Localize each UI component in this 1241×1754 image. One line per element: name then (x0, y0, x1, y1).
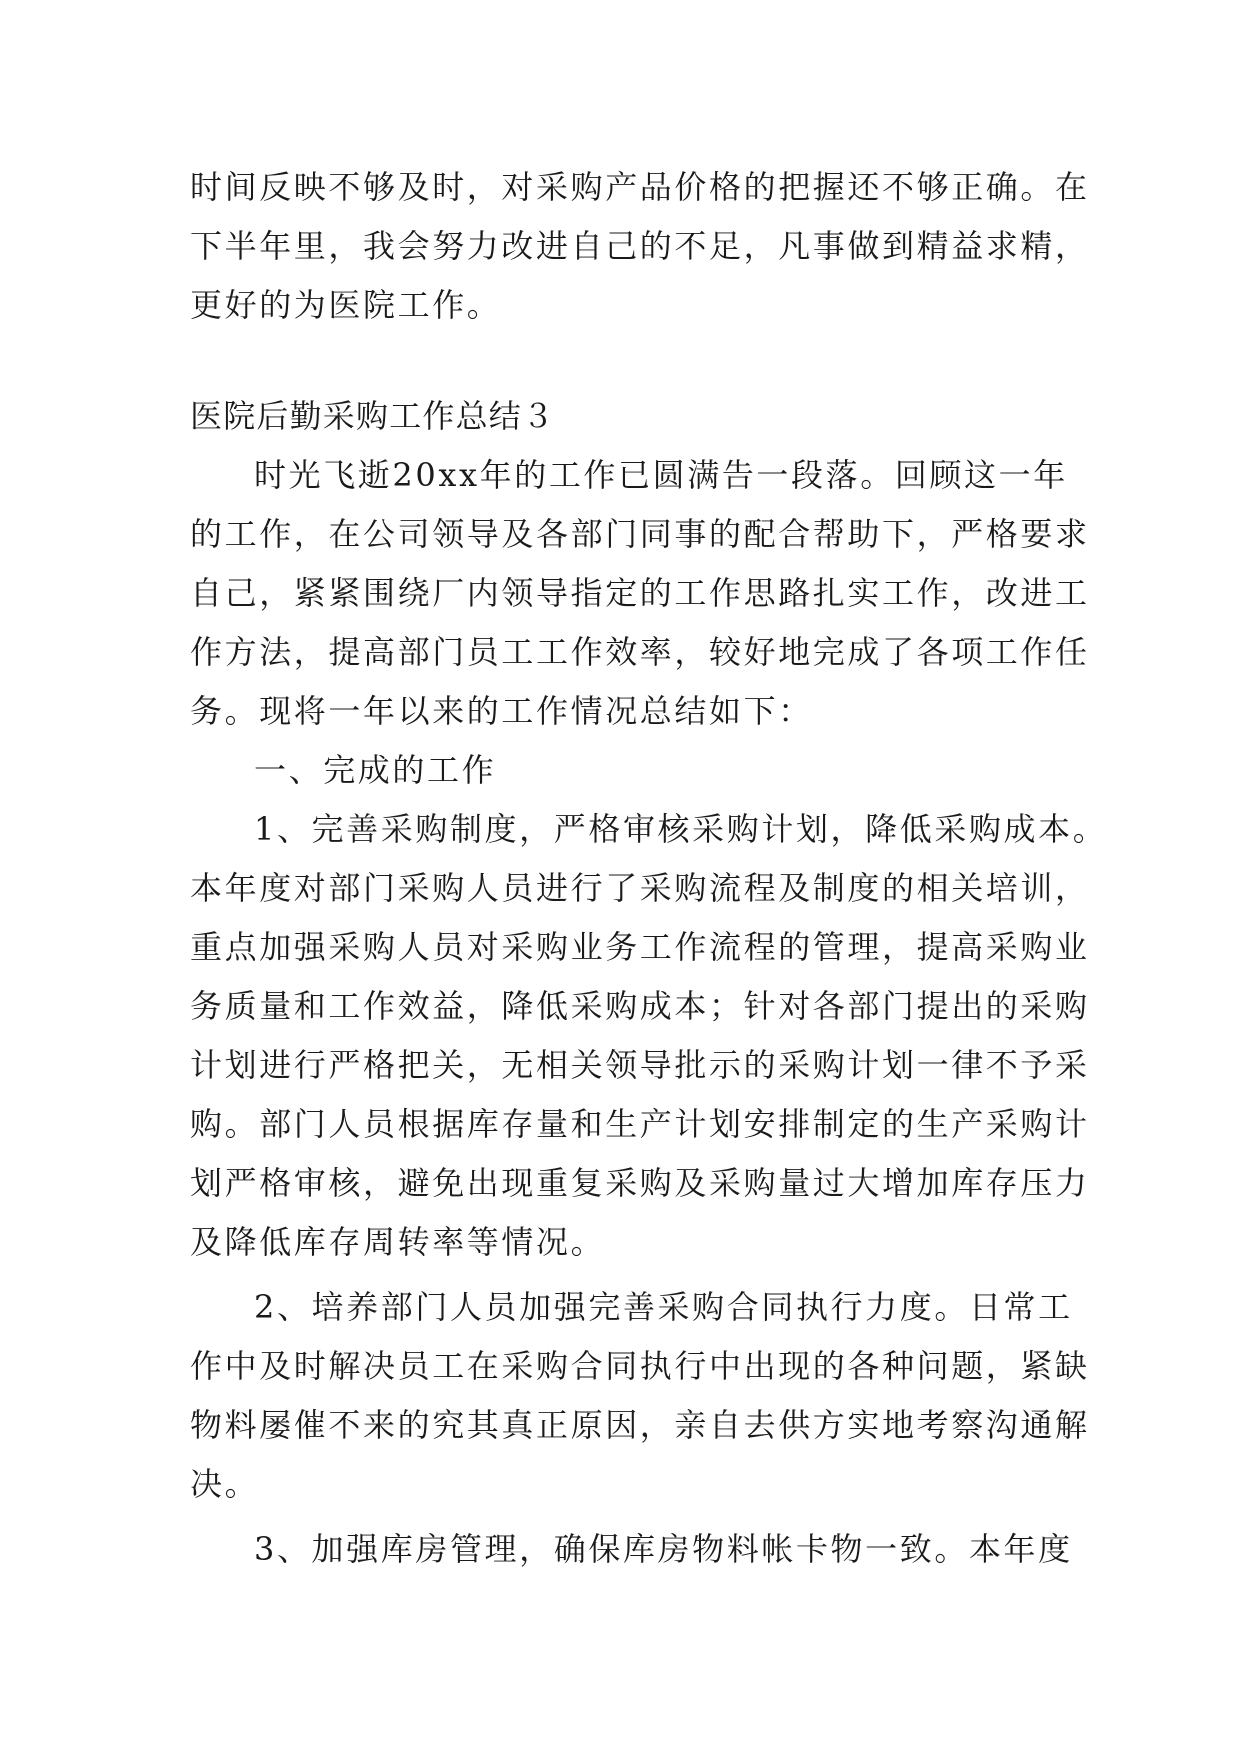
text-line: 务。现将一年以来的工作情况总结如下： (190, 692, 813, 730)
text-line: 1、完善采购制度，严格审核采购计划，降低采购成本。 (254, 810, 1108, 848)
text-line: 下半年里，我会努力改进自己的不足，凡事做到精益求精， (190, 227, 1090, 265)
text-line: 时间反映不够及时，对采购产品价格的把握还不够正确。在 (190, 168, 1090, 206)
text-line: 计划进行严格把关，无相关领导批示的采购计划一律不予采 (190, 1046, 1090, 1084)
text-line: 的工作，在公司领导及各部门同事的配合帮助下，严格要求 (190, 515, 1090, 553)
text-line: 自己，紧紧围绕厂内领导指定的工作思路扎实工作，改进工 (190, 574, 1090, 612)
text-line: 3、加强库房管理，确保库房物料帐卡物一致。本年度 (254, 1530, 1073, 1568)
text-line: 2、培养部门人员加强完善采购合同执行力度。日常工 (254, 1288, 1073, 1326)
text-line: 及降低库存周转率等情况。 (190, 1223, 606, 1261)
text-line: 务质量和工作效益，降低采购成本；针对各部门提出的采购 (190, 987, 1090, 1025)
text-line: 更好的为医院工作。 (190, 286, 502, 324)
text-line: 购。部门人员根据库存量和生产计划安排制定的生产采购计 (190, 1105, 1090, 1143)
text-line: 作中及时解决员工在采购合同执行中出现的各种问题，紧缺 (190, 1347, 1090, 1385)
section-title: 医院后勤采购工作总结３ (190, 397, 556, 435)
item-3-paragraph (190, 1520, 1073, 1579)
text-line: 时光飞逝20xx年的工作已圆满告一段落。回顾这一年 (254, 456, 1068, 494)
item-1-paragraph (190, 800, 1108, 1272)
text-line: 物料屡催不来的究其真正原因，亲自去供方实地考察沟通解 (190, 1406, 1090, 1444)
paragraph-intro-summary (190, 446, 1090, 741)
intro-paragraph (190, 158, 1090, 335)
document-body (190, 158, 1108, 1579)
text-line: 划严格审核，避免出现重复采购及采购量过大增加库存压力 (190, 1164, 1090, 1202)
item-2-paragraph (190, 1278, 1090, 1514)
text-line: 作方法，提高部门员工工作效率，较好地完成了各项工作任 (190, 633, 1090, 671)
sub-heading: 一、完成的工作 (254, 751, 497, 789)
text-line: 本年度对部门采购人员进行了采购流程及制度的相关培训， (190, 869, 1090, 907)
text-line: 重点加强采购人员对采购业务工作流程的管理，提高采购业 (190, 928, 1090, 966)
text-line: 决。 (190, 1465, 260, 1503)
